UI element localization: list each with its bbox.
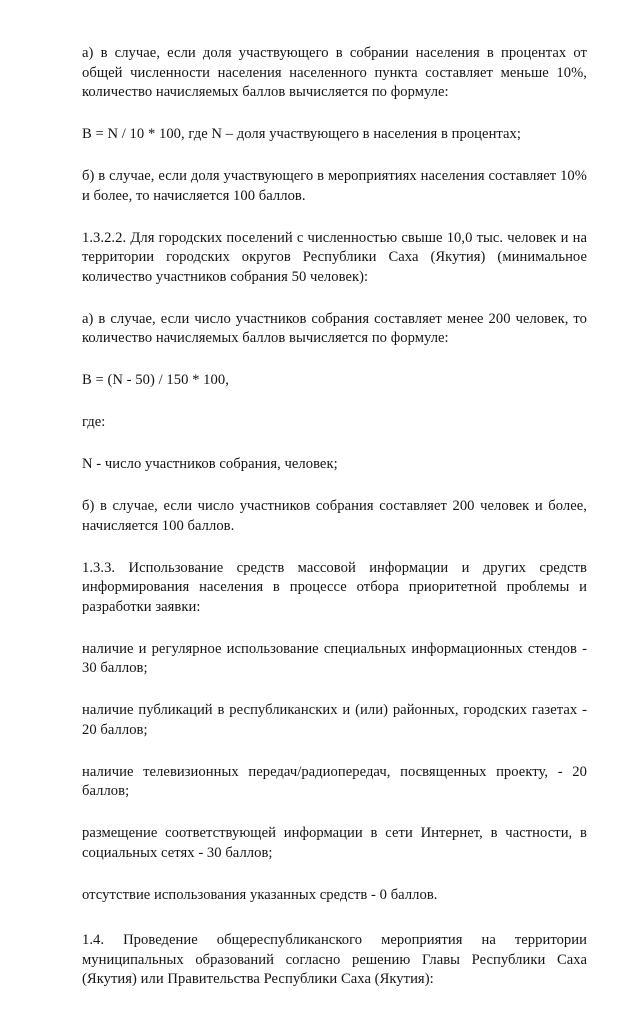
paragraph-participants-under-200: а) в случае, если число участников собрания составляет менее 200 человек, то количество начисляемых баллов вычисляется по формуле: (82, 310, 587, 346)
paragraph-publications: наличие публикаций в республиканских и (или) районных, городских газетах - 20 баллов; (82, 702, 587, 738)
paragraph-participants-200-or-more: б) в случае, если число участников собрания составляет 200 человек и более, начисляется 100 баллов. (82, 498, 587, 534)
paragraph-where: где: (82, 414, 106, 430)
formula-participants: B = (N - 50) / 150 * 100, (82, 372, 229, 388)
paragraph-info-stands: наличие и регулярное использование специальных информационных стендов - 30 баллов; (82, 640, 587, 676)
formula-share: B = N / 10 * 100, где N – доля участвующего в населения в процентах; (82, 126, 522, 142)
paragraph-internet: размещение соответствующей информации в сети Интернет, в частности, в социальных сетях - 30 баллов; (82, 825, 587, 861)
paragraph-n-definition: N - число участников собрания, человек; (82, 456, 338, 472)
paragraph-share-under-10: а) в случае, если доля участвующего в собрании населения в процентах от общей численности населения населенного пункта составляет меньше 10%, количество начисляемых баллов вычисляется по формуле: (82, 45, 587, 100)
paragraph-tv-radio: наличие телевизионных передач/радиопередач, посвященных проекту, - 20 баллов; (82, 763, 587, 799)
paragraph-section-1-3-3: 1.3.3. Использование средств массовой информации и других средств информирования населения в процессе отбора приоритетной проблемы и разработки заявки: (82, 559, 587, 615)
document-body (82, 44, 587, 1012)
paragraph-no-media: отсутствие использования указанных средств - 0 баллов. (82, 886, 438, 903)
paragraph-section-1-3-2-2: 1.3.2.2. Для городских поселений с численностью свыше 10,0 тыс. человек и на территории городских округов Республики Саха (Якутия) (минимальное количество участников собрания 50 человек): (82, 229, 587, 285)
paragraph-section-1-4: 1.4. Проведение общереспубликанского мероприятия на территории муниципальных образований согласно решению Главы Республики Саха (Якутия) или Правительства Республики Саха (Якутия): (82, 932, 587, 987)
paragraph-share-10-or-more: б) в случае, если доля участвующего в мероприятиях населения составляет 10% и более, то начисляется 100 баллов. (82, 168, 587, 204)
